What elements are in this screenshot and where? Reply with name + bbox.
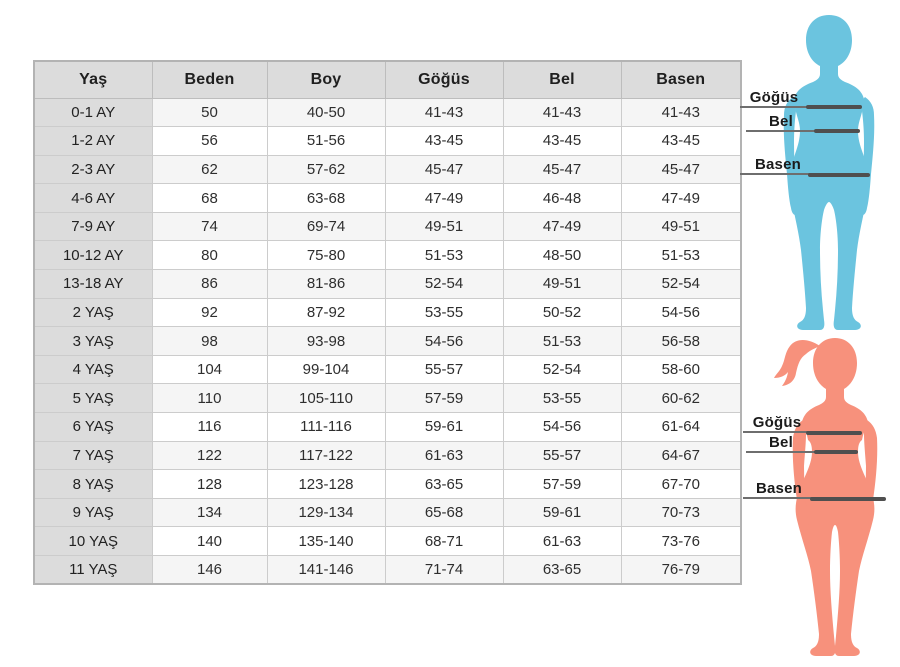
table-row [34, 556, 741, 585]
boy-hip-line [808, 173, 870, 177]
girl-chest-label: Göğüs [743, 416, 811, 433]
data-cell: 50 [152, 98, 267, 127]
row-header-cell: 1-2 AY [34, 127, 152, 156]
data-cell: 57-59 [503, 470, 621, 499]
data-cell: 53-55 [385, 298, 503, 327]
table-row [34, 441, 741, 470]
data-cell: 47-49 [621, 184, 741, 213]
row-header-cell: 2 YAŞ [34, 298, 152, 327]
boy-waist-line [814, 129, 860, 133]
data-cell: 45-47 [503, 155, 621, 184]
data-cell: 92 [152, 298, 267, 327]
data-cell: 73-76 [621, 527, 741, 556]
table-row [34, 155, 741, 184]
row-header-cell: 9 YAŞ [34, 498, 152, 527]
data-cell: 54-56 [385, 327, 503, 356]
data-cell: 52-54 [385, 270, 503, 299]
table-body [34, 98, 741, 584]
data-cell: 49-51 [503, 270, 621, 299]
data-cell: 41-43 [621, 98, 741, 127]
size-chart-table [33, 60, 742, 585]
table-row [34, 384, 741, 413]
data-cell: 70-73 [621, 498, 741, 527]
girl-hip-line [810, 497, 886, 501]
data-cell: 57-62 [267, 155, 385, 184]
data-cell: 140 [152, 527, 267, 556]
data-cell: 117-122 [267, 441, 385, 470]
data-cell: 135-140 [267, 527, 385, 556]
table-row [34, 470, 741, 499]
row-header-cell: 0-1 AY [34, 98, 152, 127]
data-cell: 49-51 [385, 212, 503, 241]
row-header-cell: 5 YAŞ [34, 384, 152, 413]
row-header-cell: 10 YAŞ [34, 527, 152, 556]
data-cell: 86 [152, 270, 267, 299]
data-cell: 80 [152, 241, 267, 270]
table-row [34, 98, 741, 127]
data-cell: 47-49 [385, 184, 503, 213]
data-cell: 50-52 [503, 298, 621, 327]
data-cell: 61-63 [385, 441, 503, 470]
table-row [34, 355, 741, 384]
data-cell: 46-48 [503, 184, 621, 213]
table-header-row [34, 61, 741, 98]
data-cell: 45-47 [621, 155, 741, 184]
data-cell: 52-54 [503, 355, 621, 384]
data-cell: 51-53 [503, 327, 621, 356]
data-cell: 116 [152, 413, 267, 442]
table-row [34, 327, 741, 356]
data-cell: 51-53 [621, 241, 741, 270]
boy-hip-label: Basen [740, 158, 816, 175]
data-cell: 63-68 [267, 184, 385, 213]
row-header-cell: 6 YAŞ [34, 413, 152, 442]
row-header-cell: 8 YAŞ [34, 470, 152, 499]
data-cell: 45-47 [385, 155, 503, 184]
data-cell: 43-45 [621, 127, 741, 156]
data-cell: 74 [152, 212, 267, 241]
row-header-cell: 7-9 AY [34, 212, 152, 241]
table-row [34, 127, 741, 156]
data-cell: 63-65 [385, 470, 503, 499]
column-header: Göğüs [385, 61, 503, 98]
table-row [34, 527, 741, 556]
data-cell: 129-134 [267, 498, 385, 527]
row-header-cell: 3 YAŞ [34, 327, 152, 356]
data-cell: 56-58 [621, 327, 741, 356]
data-cell: 52-54 [621, 270, 741, 299]
data-cell: 87-92 [267, 298, 385, 327]
data-cell: 110 [152, 384, 267, 413]
data-cell: 75-80 [267, 241, 385, 270]
data-cell: 55-57 [503, 441, 621, 470]
column-header: Bel [503, 61, 621, 98]
data-cell: 41-43 [503, 98, 621, 127]
data-cell: 146 [152, 556, 267, 585]
column-header: Beden [152, 61, 267, 98]
data-cell: 67-70 [621, 470, 741, 499]
row-header-cell: 7 YAŞ [34, 441, 152, 470]
table-row [34, 184, 741, 213]
data-cell: 69-74 [267, 212, 385, 241]
column-header: Basen [621, 61, 741, 98]
data-cell: 60-62 [621, 384, 741, 413]
data-cell: 40-50 [267, 98, 385, 127]
girl-hip-label: Basen [743, 482, 815, 499]
girl-waist-line [814, 450, 858, 454]
data-cell: 141-146 [267, 556, 385, 585]
data-cell: 111-116 [267, 413, 385, 442]
table-row [34, 498, 741, 527]
data-cell: 128 [152, 470, 267, 499]
data-cell: 71-74 [385, 556, 503, 585]
data-cell: 99-104 [267, 355, 385, 384]
row-header-cell: 10-12 AY [34, 241, 152, 270]
data-cell: 63-65 [503, 556, 621, 585]
row-header-cell: 4-6 AY [34, 184, 152, 213]
boy-waist-label: Bel [746, 115, 816, 132]
data-cell: 57-59 [385, 384, 503, 413]
data-cell: 134 [152, 498, 267, 527]
table-row [34, 212, 741, 241]
column-header: Yaş [34, 61, 152, 98]
data-cell: 59-61 [503, 498, 621, 527]
data-cell: 68 [152, 184, 267, 213]
boy-chest-line [806, 105, 862, 109]
boy-chest-label: Göğüs [740, 91, 808, 108]
data-cell: 61-64 [621, 413, 741, 442]
data-cell: 81-86 [267, 270, 385, 299]
girl-waist-label: Bel [746, 436, 816, 453]
data-cell: 59-61 [385, 413, 503, 442]
girl-chest-line [806, 431, 862, 435]
data-cell: 54-56 [621, 298, 741, 327]
data-cell: 76-79 [621, 556, 741, 585]
data-cell: 49-51 [621, 212, 741, 241]
data-cell: 43-45 [385, 127, 503, 156]
table-row [34, 298, 741, 327]
table-row [34, 413, 741, 442]
data-cell: 51-53 [385, 241, 503, 270]
data-cell: 98 [152, 327, 267, 356]
row-header-cell: 2-3 AY [34, 155, 152, 184]
data-cell: 105-110 [267, 384, 385, 413]
data-cell: 123-128 [267, 470, 385, 499]
column-header: Boy [267, 61, 385, 98]
data-cell: 56 [152, 127, 267, 156]
data-cell: 58-60 [621, 355, 741, 384]
data-cell: 61-63 [503, 527, 621, 556]
data-cell: 54-56 [503, 413, 621, 442]
data-cell: 122 [152, 441, 267, 470]
data-cell: 43-45 [503, 127, 621, 156]
data-cell: 93-98 [267, 327, 385, 356]
data-cell: 47-49 [503, 212, 621, 241]
girl-silhouette [758, 336, 892, 666]
table-row [34, 270, 741, 299]
data-cell: 48-50 [503, 241, 621, 270]
row-header-cell: 4 YAŞ [34, 355, 152, 384]
data-cell: 53-55 [503, 384, 621, 413]
data-cell: 64-67 [621, 441, 741, 470]
row-header-cell: 13-18 AY [34, 270, 152, 299]
data-cell: 41-43 [385, 98, 503, 127]
data-cell: 65-68 [385, 498, 503, 527]
row-header-cell: 11 YAŞ [34, 556, 152, 585]
data-cell: 55-57 [385, 355, 503, 384]
table-row [34, 241, 741, 270]
data-cell: 104 [152, 355, 267, 384]
data-cell: 68-71 [385, 527, 503, 556]
data-cell: 62 [152, 155, 267, 184]
data-cell: 51-56 [267, 127, 385, 156]
